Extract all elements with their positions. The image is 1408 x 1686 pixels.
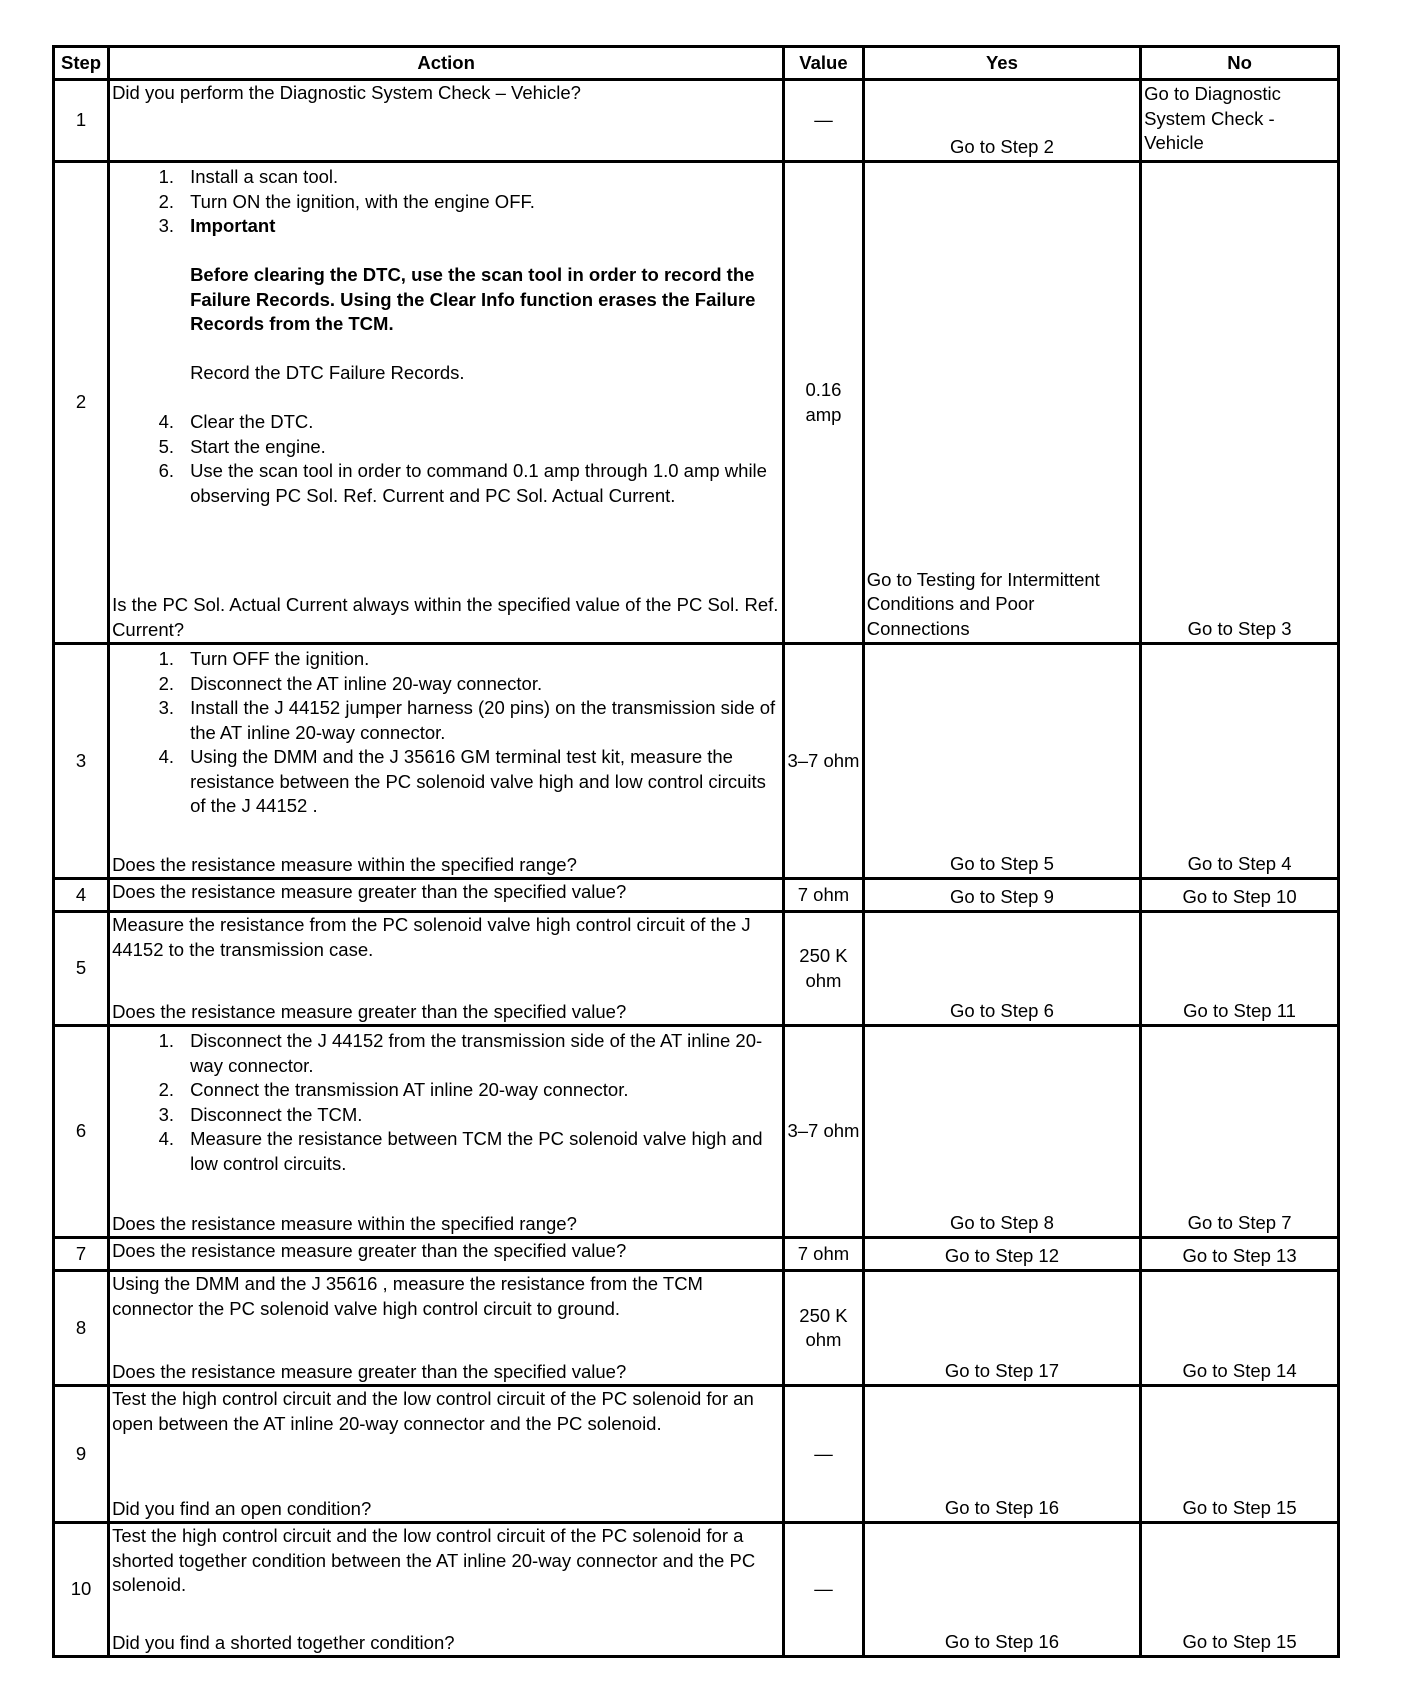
table-row [54,1386,1339,1523]
header-action: Action [109,47,784,80]
step-number: 2. [158,1079,175,1100]
value-cell: 250 K ohm [784,1271,864,1386]
step-number: 4. [158,1128,175,1149]
step-number: 2. [158,672,175,694]
value-cell: 250 K ohm [784,912,864,1026]
step-number-cell: 6 [54,1026,109,1238]
no-link[interactable]: Go to Step 11 [1141,912,1339,1026]
step-text: Disconnect the AT inline 20-way connector. [190,672,543,694]
header-yes: Yes [863,47,1140,80]
action-step [112,214,780,239]
table-row [54,162,1339,644]
step-text: Disconnect the J 44152 from the transmission side of the AT inline 20-way connector. [190,1030,763,1076]
action-step [112,696,780,745]
action-question: Does the resistance measure greater than the specified value? [112,881,627,902]
step-number: 6. [158,460,175,481]
yes-link[interactable]: Go to Step 5 [863,644,1140,879]
no-link[interactable]: Go to Step 14 [1141,1271,1339,1386]
action-step [112,190,780,215]
action-step [112,1127,780,1176]
step-number: 3. [158,697,175,718]
step-number-cell: 4 [54,879,109,912]
action-step [112,672,780,697]
table-row [54,912,1339,1026]
step-text: Install a scan tool. [190,166,339,187]
action-step [112,745,780,819]
action-question: Did you perform the Diagnostic System Check – Vehicle? [112,82,581,103]
yes-link[interactable]: Go to Step 8 [863,1026,1140,1238]
yes-link[interactable]: Go to Step 12 [863,1238,1140,1271]
diagnostic-table [52,45,1340,1658]
value-cell: 3–7 ohm [784,1026,864,1238]
value-cell: 0.16 amp [784,162,864,644]
step-text: Measure the resistance between TCM the PC solenoid valve high and low control circuits. [190,1128,763,1174]
action-question: Does the resistance measure within the specified range? [112,1212,577,1234]
action-step [112,459,780,508]
table-row [54,644,1339,879]
step-number: 2. [158,190,175,212]
step-number-cell: 7 [54,1238,109,1271]
yes-link[interactable]: Go to Testing for Intermittent Conditions and Poor Connections [863,162,1140,644]
action-question: Does the resistance measure greater than the specified value? [112,1000,627,1022]
action-cell [109,162,784,644]
action-cell [109,1271,784,1386]
table-row [54,1238,1339,1271]
step-number: 4. [158,746,175,767]
action-steps [112,1029,780,1176]
header-value: Value [784,47,864,80]
action-cell [109,1523,784,1657]
step-text: Disconnect the TCM. [190,1103,363,1125]
step-text: Turn OFF the ignition. [190,648,370,669]
step-text: Turn ON the ignition, with the engine OFF. [190,190,535,212]
step-number: 5. [158,435,175,457]
header-step: Step [54,47,109,80]
no-link[interactable]: Go to Step 10 [1141,879,1339,912]
yes-link[interactable]: Go to Step 16 [863,1386,1140,1523]
step-number-cell: 9 [54,1386,109,1523]
action-text: Test the high control circuit and the low control circuit of the PC solenoid for an open between the AT inline 20-way connector and the PC solenoid. [112,1388,754,1434]
step-number: 4. [158,411,175,432]
step-number-cell: 8 [54,1271,109,1386]
value-cell: 7 ohm [784,1238,864,1271]
value-cell: — [784,1523,864,1657]
no-link[interactable]: Go to Step 15 [1141,1386,1339,1523]
header-row [54,47,1339,80]
value-cell: 7 ohm [784,879,864,912]
yes-link[interactable]: Go to Step 16 [863,1523,1140,1657]
action-text: Using the DMM and the J 35616 , measure the resistance from the TCM connector the PC solenoid valve high control circuit to ground. [112,1273,703,1319]
no-link[interactable]: Go to Step 4 [1141,644,1339,879]
action-question: Is the PC Sol. Actual Current always within the specified value of the PC Sol. Ref. Current? [112,594,779,640]
table-row [54,1026,1339,1238]
table-row [54,1523,1339,1657]
action-cell [109,644,784,879]
action-step [112,410,780,435]
step-number-cell: 10 [54,1523,109,1657]
action-cell [109,879,784,912]
step-number-cell: 1 [54,80,109,162]
step-text: Use the scan tool in order to command 0.1 amp through 1.0 amp while observing PC Sol. Ref. Current and PC Sol. Actual Current. [190,460,767,506]
action-cell [109,1238,784,1271]
action-cell [109,1386,784,1523]
note-text: Record the DTC Failure Records. [190,362,465,383]
step-text: Using the DMM and the J 35616 GM terminal test kit, measure the resistance between the PC solenoid valve high and low control circuits of the J 44152 . [190,746,766,816]
step-number: 1. [158,166,175,187]
step-number: 1. [158,1030,175,1051]
header-no: No [1141,47,1339,80]
action-step [112,647,780,672]
yes-link[interactable]: Go to Step 2 [863,80,1140,162]
action-text: Test the high control circuit and the low control circuit of the PC solenoid for a shorted together condition between the AT inline 20-way connector and the PC solenoid. [112,1525,756,1595]
action-step [112,1029,780,1078]
yes-link[interactable]: Go to Step 17 [863,1271,1140,1386]
step-text: Install the J 44152 jumper harness (20 pins) on the transmission side of the AT inline 20-way connector. [190,697,776,743]
table-row [54,879,1339,912]
important-note: Before clearing the DTC, use the scan tool in order to record the Failure Records. Using the Clear Info function erases the Failure Records from the TCM. [190,264,756,334]
step-number: 3. [158,215,175,236]
action-steps [112,165,780,508]
step-number-cell: 5 [54,912,109,1026]
action-cell [109,80,784,162]
action-question: Does the resistance measure within the specified range? [112,853,577,875]
action-step [112,435,780,460]
action-question: Did you find an open condition? [112,1497,372,1519]
action-step [112,1103,780,1128]
no-link[interactable]: Go to Step 7 [1141,1026,1339,1238]
step-number: 3. [158,1103,175,1125]
step-text: Start the engine. [190,435,326,457]
action-step [112,165,780,190]
table-row [54,1271,1339,1386]
no-link[interactable]: Go to Step 13 [1141,1238,1339,1271]
no-link[interactable]: Go to Diagnostic System Check - Vehicle [1141,80,1339,162]
action-cell [109,912,784,1026]
value-cell: — [784,1386,864,1523]
step-number: 1. [158,648,175,669]
action-steps [112,647,780,819]
value-cell: 3–7 ohm [784,644,864,879]
action-question: Does the resistance measure greater than the specified value? [112,1360,627,1382]
action-step [112,1078,780,1103]
action-question: Did you find a shorted together condition? [112,1631,455,1653]
step-text: Important [190,215,276,236]
step-number-cell: 3 [54,644,109,879]
yes-link[interactable]: Go to Step 9 [863,879,1140,912]
table-row [54,80,1339,162]
step-text: Connect the transmission AT inline 20-way connector. [190,1079,629,1100]
yes-link[interactable]: Go to Step 6 [863,912,1140,1026]
no-link[interactable]: Go to Step 15 [1141,1523,1339,1657]
action-cell [109,1026,784,1238]
action-question: Does the resistance measure greater than the specified value? [112,1240,627,1261]
step-text: Clear the DTC. [190,411,314,432]
no-link[interactable]: Go to Step 3 [1141,162,1339,644]
value-cell: — [784,80,864,162]
step-number-cell: 2 [54,162,109,644]
action-text: Measure the resistance from the PC solenoid valve high control circuit of the J 44152 to the transmission case. [112,914,751,960]
